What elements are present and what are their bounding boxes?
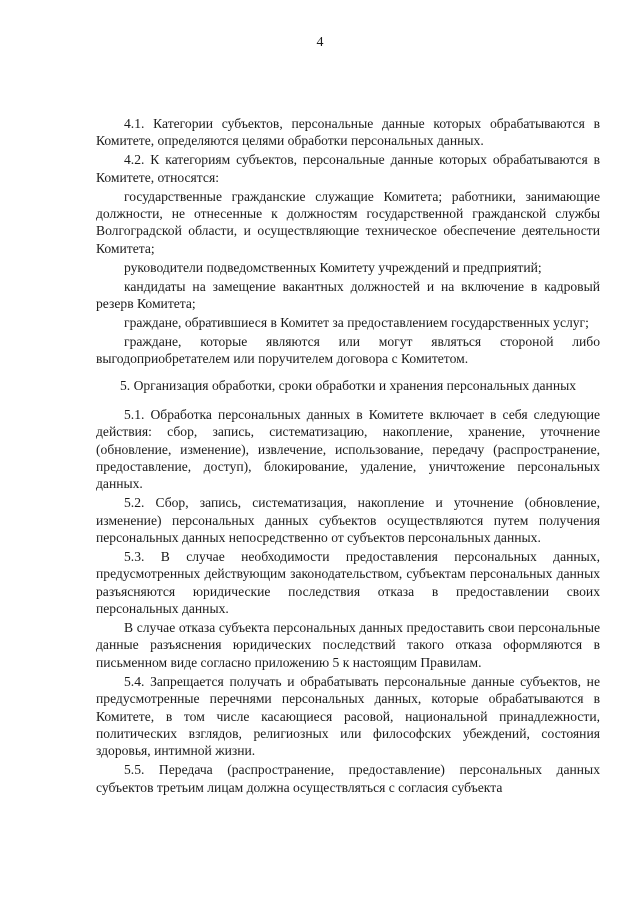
list-item-citizens-services: граждане, обратившиеся в Комитет за предоставлением государственных услуг; [124, 314, 589, 330]
page-number: 4 [316, 35, 324, 50]
paragraph-5-3-refusal: В случае отказа субъекта персональных данных предоставить свои персональные данные разъяснения юридических последствий такого отказа оформляются в письменном виде согласно приложению 5 к настоящим Правилам. [96, 620, 600, 670]
document-body [96, 115, 600, 796]
list-item-citizens-contracts: граждане, которые являются или могут являться стороной либо выгодоприобретателем или поручителем договора с Комитетом. [96, 333, 600, 367]
paragraph-5-1: 5.1. Обработка персональных данных в Комитете включает в себя следующие действия: сбор, запись, систематизацию, накопление, хранение, уточнение (обновление, изменение), извлечение, использование, передачу (распространение, предоставление, доступ), блокирование, удаление, уничтожение персональных данных. [96, 406, 600, 492]
list-item-heads: руководители подведомственных Комитету учреждений и предприятий; [124, 259, 542, 275]
paragraph-5-4: 5.4. Запрещается получать и обрабатывать персональные данные субъектов, не предусмотренные перечнями персональных данных, которые обрабатываются в Комитете, в том числе касающиеся расовой, национальной принадлежности, политических взглядов, религиозных или философских убеждений, состояния здоровья, интимной жизни. [96, 673, 600, 759]
paragraph-4-2: 4.2. К категориям субъектов, персональные данные которых обрабатываются в Комитете, относятся: [96, 152, 600, 185]
paragraph-5-3: 5.3. В случае необходимости предоставления персональных данных, предусмотренных действующим законодательством, субъектам персональных данных разъясняются юридические последствия отказа в предоставлении своих персональных данных. [96, 548, 600, 617]
section-5-heading: 5. Организация обработки, сроки обработки и хранения персональных данных [119, 377, 577, 393]
list-item-civil-servants: государственные гражданские служащие Комитета; работники, занимающие должности, не отнесенные к должностям государственной гражданской службы Волгоградской области, и осуществляющие техническое обеспечение деятельности Комитета; [96, 188, 600, 256]
list-item-candidates: кандидаты на замещение вакантных должностей и на включение в кадровый резерв Комитета; [96, 278, 600, 312]
paragraph-5-5: 5.5. Передача (распространение, предоставление) персональных данных субъектов третьим лицам должна осуществляться с согласия субъекта [96, 762, 600, 795]
paragraph-5-2: 5.2. Сбор, запись, систематизация, накопление и уточнение (обновление, изменение) персональных данных субъектов осуществляются путем получения персональных данных непосредственно от субъектов персональных данных. [96, 495, 600, 546]
paragraph-4-1: 4.1. Категории субъектов, персональные данные которых обрабатываются в Комитете, определяются целями обработки персональных данных. [96, 116, 600, 149]
